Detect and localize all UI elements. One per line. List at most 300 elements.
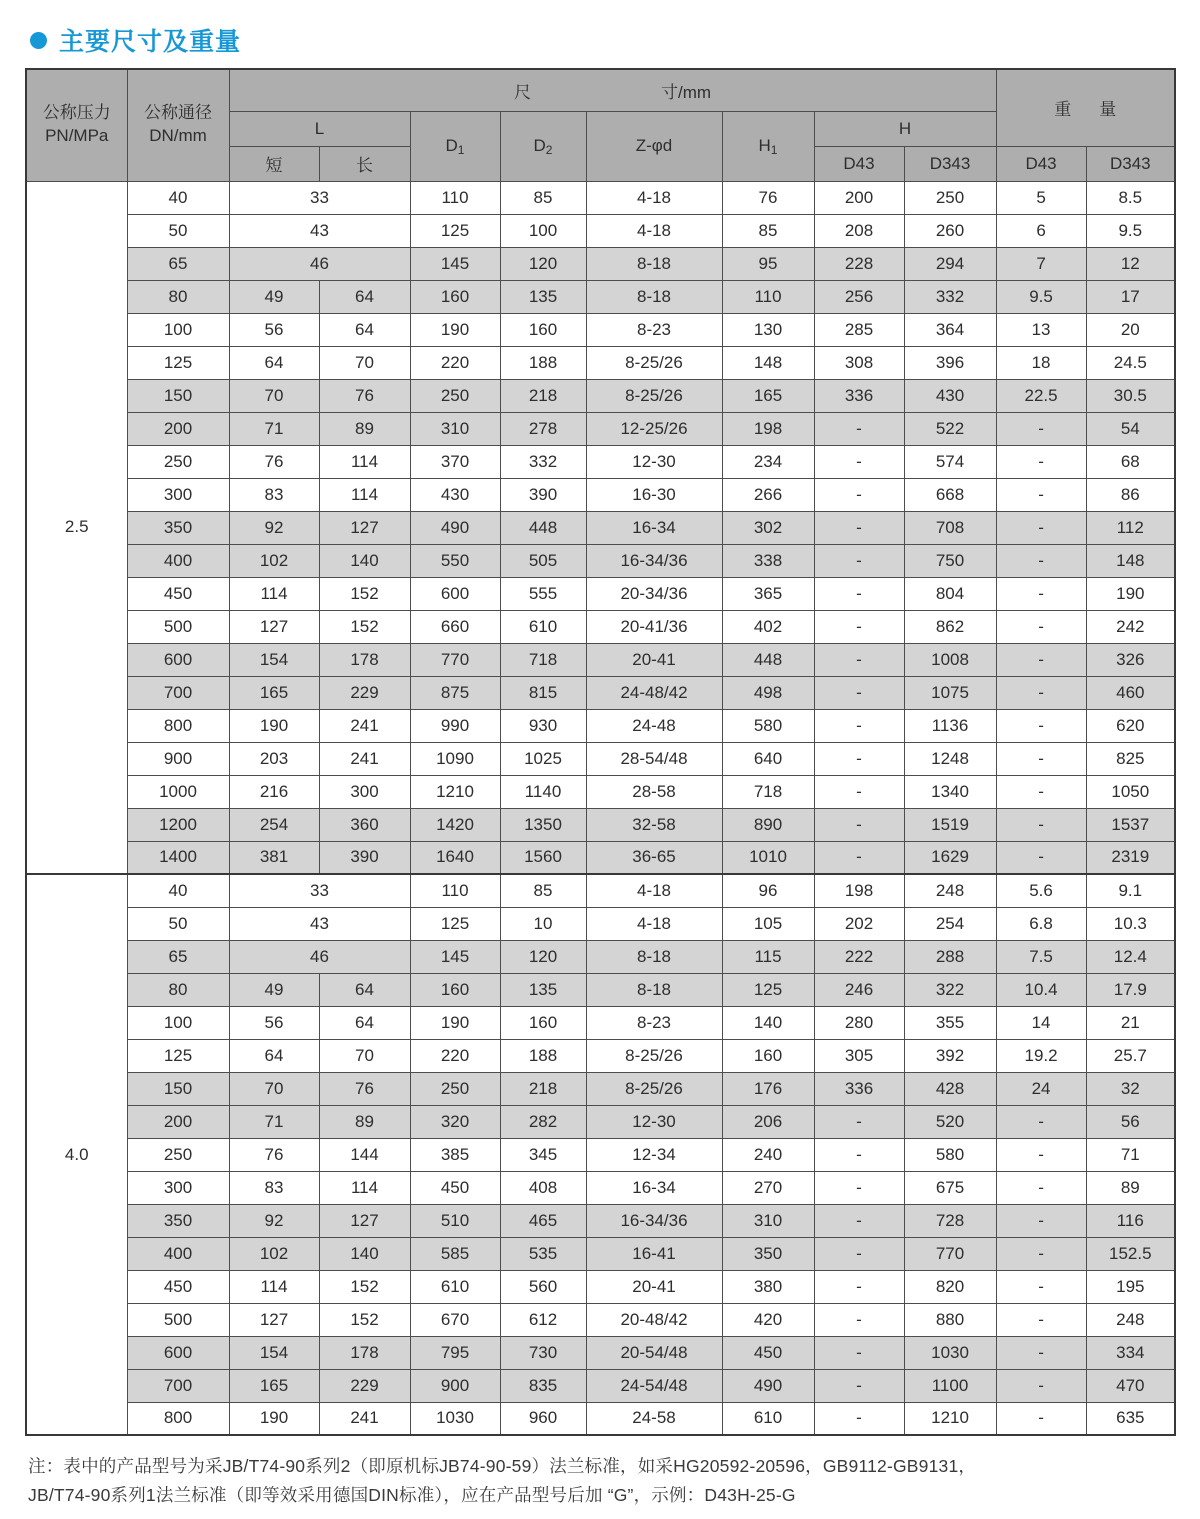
cell-l-short: 49 [229, 973, 319, 1006]
cell-d2: 160 [500, 1006, 586, 1039]
table-row [26, 709, 1175, 742]
cell-l-long: 114 [319, 445, 410, 478]
header-h-d343: D343 [904, 146, 996, 181]
cell-d2: 835 [500, 1369, 586, 1402]
cell-h-d343: 294 [904, 247, 996, 280]
cell-d2: 188 [500, 1039, 586, 1072]
cell-weight-d43: - [996, 1336, 1086, 1369]
cell-l-long: 114 [319, 478, 410, 511]
cell-weight-d343: 9.5 [1086, 214, 1175, 247]
header-dn-unit: DN/mm [149, 126, 207, 146]
cell-weight-d343: 56 [1086, 1105, 1175, 1138]
cell-weight-d343: 242 [1086, 610, 1175, 643]
cell-weight-d343: 71 [1086, 1138, 1175, 1171]
cell-h-d343: 580 [904, 1138, 996, 1171]
cell-z-phi-d: 28-54/48 [586, 742, 722, 775]
cell-l-merged: 43 [229, 907, 410, 940]
cell-dn: 300 [127, 1171, 229, 1204]
cell-dn: 100 [127, 1006, 229, 1039]
cell-z-phi-d: 8-25/26 [586, 1072, 722, 1105]
cell-d2: 555 [500, 577, 586, 610]
cell-weight-d43: - [996, 577, 1086, 610]
cell-d2: 218 [500, 1072, 586, 1105]
cell-weight-d43: - [996, 643, 1086, 676]
cell-h-d43: 308 [814, 346, 904, 379]
header-l: L [229, 111, 410, 146]
cell-d1: 190 [410, 1006, 500, 1039]
cell-weight-d43: - [996, 1402, 1086, 1435]
cell-h1: 160 [722, 1039, 814, 1072]
cell-l-short: 190 [229, 1402, 319, 1435]
cell-h-d43: 228 [814, 247, 904, 280]
cell-d1: 160 [410, 973, 500, 1006]
cell-weight-d43: 7.5 [996, 940, 1086, 973]
cell-dn: 1400 [127, 841, 229, 874]
cell-dn: 300 [127, 478, 229, 511]
cell-h-d343: 1210 [904, 1402, 996, 1435]
cell-weight-d343: 24.5 [1086, 346, 1175, 379]
cell-weight-d343: 1050 [1086, 775, 1175, 808]
cell-h1: 365 [722, 577, 814, 610]
cell-h1: 110 [722, 280, 814, 313]
cell-d1: 770 [410, 643, 500, 676]
cell-h-d43: 222 [814, 940, 904, 973]
table-row [26, 478, 1175, 511]
cell-d2: 282 [500, 1105, 586, 1138]
cell-h-d43: 336 [814, 379, 904, 412]
cell-dn: 65 [127, 940, 229, 973]
table-row [26, 841, 1175, 874]
cell-l-long: 64 [319, 313, 410, 346]
cell-l-short: 102 [229, 1237, 319, 1270]
table-row [26, 1237, 1175, 1270]
cell-h1: 718 [722, 775, 814, 808]
cell-h-d343: 1629 [904, 841, 996, 874]
cell-dn: 350 [127, 1204, 229, 1237]
cell-z-phi-d: 16-30 [586, 478, 722, 511]
cell-h-d343: 668 [904, 478, 996, 511]
cell-h-d343: 396 [904, 346, 996, 379]
table-row [26, 280, 1175, 313]
cell-h-d343: 862 [904, 610, 996, 643]
cell-l-short: 70 [229, 379, 319, 412]
table-row [26, 346, 1175, 379]
header-weight-group [996, 69, 1175, 146]
cell-dn: 200 [127, 412, 229, 445]
cell-z-phi-d: 4-18 [586, 181, 722, 214]
cell-h1: 490 [722, 1369, 814, 1402]
cell-dn: 150 [127, 1072, 229, 1105]
cell-d2: 612 [500, 1303, 586, 1336]
header-l-short: 短 [229, 146, 319, 181]
cell-h1: 580 [722, 709, 814, 742]
cell-d1: 430 [410, 478, 500, 511]
cell-l-long: 229 [319, 676, 410, 709]
cell-weight-d343: 635 [1086, 1402, 1175, 1435]
header-dim-right: 寸/mm [661, 82, 712, 102]
cell-h-d43: - [814, 841, 904, 874]
cell-d1: 490 [410, 511, 500, 544]
cell-d1: 450 [410, 1171, 500, 1204]
cell-weight-d343: 89 [1086, 1171, 1175, 1204]
cell-dn: 800 [127, 709, 229, 742]
cell-dn: 100 [127, 313, 229, 346]
cell-weight-d43: - [996, 808, 1086, 841]
cell-h-d43: - [814, 577, 904, 610]
cell-weight-d343: 8.5 [1086, 181, 1175, 214]
cell-weight-d43: - [996, 1303, 1086, 1336]
table-row [26, 247, 1175, 280]
header-h-d43: D43 [814, 146, 904, 181]
header-h: H [814, 111, 996, 146]
cell-d2: 332 [500, 445, 586, 478]
cell-d1: 250 [410, 379, 500, 412]
cell-dn: 500 [127, 1303, 229, 1336]
cell-l-long: 140 [319, 544, 410, 577]
cell-h-d343: 728 [904, 1204, 996, 1237]
cell-h-d43: - [814, 1237, 904, 1270]
cell-dn: 200 [127, 1105, 229, 1138]
table-row [26, 742, 1175, 775]
cell-h-d343: 430 [904, 379, 996, 412]
header-dn-cn: 公称通径 [144, 103, 212, 123]
cell-d2: 505 [500, 544, 586, 577]
cell-d1: 220 [410, 1039, 500, 1072]
cell-d2: 100 [500, 214, 586, 247]
table-row [26, 181, 1175, 214]
cell-z-phi-d: 8-25/26 [586, 346, 722, 379]
cell-h1: 640 [722, 742, 814, 775]
table-row [26, 214, 1175, 247]
cell-z-phi-d: 20-41 [586, 643, 722, 676]
cell-l-short: 165 [229, 676, 319, 709]
cell-z-phi-d: 8-18 [586, 973, 722, 1006]
cell-h-d43: 305 [814, 1039, 904, 1072]
cell-h-d343: 332 [904, 280, 996, 313]
cell-h-d343: 1075 [904, 676, 996, 709]
cell-l-short: 92 [229, 1204, 319, 1237]
cell-weight-d43: 14 [996, 1006, 1086, 1039]
cell-h-d343: 428 [904, 1072, 996, 1105]
cell-d2: 120 [500, 940, 586, 973]
cell-d2: 560 [500, 1270, 586, 1303]
cell-weight-d343: 10.3 [1086, 907, 1175, 940]
cell-h-d43: 280 [814, 1006, 904, 1039]
cell-d1: 145 [410, 940, 500, 973]
cell-d1: 510 [410, 1204, 500, 1237]
cell-h-d343: 250 [904, 181, 996, 214]
cell-h-d343: 1136 [904, 709, 996, 742]
cell-h1: 240 [722, 1138, 814, 1171]
cell-l-short: 83 [229, 478, 319, 511]
header-pressure [26, 69, 127, 181]
cell-l-merged: 43 [229, 214, 410, 247]
cell-h1: 1010 [722, 841, 814, 874]
cell-l-merged: 46 [229, 940, 410, 973]
cell-h1: 610 [722, 1402, 814, 1435]
cell-d2: 85 [500, 181, 586, 214]
cell-h-d343: 322 [904, 973, 996, 1006]
cell-dn: 450 [127, 1270, 229, 1303]
cell-d1: 370 [410, 445, 500, 478]
cell-l-short: 49 [229, 280, 319, 313]
cell-weight-d43: - [996, 1270, 1086, 1303]
cell-z-phi-d: 28-58 [586, 775, 722, 808]
cell-weight-d343: 1537 [1086, 808, 1175, 841]
cell-dn: 900 [127, 742, 229, 775]
table-row [26, 1303, 1175, 1336]
cell-h1: 338 [722, 544, 814, 577]
cell-h1: 450 [722, 1336, 814, 1369]
footnote-line-1: 注：表中的产品型号为采JB/T74-90系列2（即原机标JB74-90-59）法兰标准，如采HG20592-20596，GB9112-GB9131， [28, 1456, 977, 1476]
table-row [26, 610, 1175, 643]
cell-h-d43: 208 [814, 214, 904, 247]
cell-h1: 140 [722, 1006, 814, 1039]
cell-d2: 160 [500, 313, 586, 346]
cell-d2: 1350 [500, 808, 586, 841]
cell-d2: 535 [500, 1237, 586, 1270]
header-weight-d343: D343 [1086, 146, 1175, 181]
cell-l-long: 241 [319, 1402, 410, 1435]
cell-h-d43: - [814, 775, 904, 808]
cell-h-d343: 288 [904, 940, 996, 973]
cell-h-d343: 520 [904, 1105, 996, 1138]
table-row [26, 973, 1175, 1006]
cell-h-d343: 820 [904, 1270, 996, 1303]
cell-weight-d43: - [996, 478, 1086, 511]
page-title-text: 主要尺寸及重量 [59, 28, 242, 56]
cell-h-d43: 256 [814, 280, 904, 313]
cell-z-phi-d: 12-30 [586, 1105, 722, 1138]
cell-h-d343: 750 [904, 544, 996, 577]
cell-dn: 80 [127, 280, 229, 313]
cell-weight-d43: 18 [996, 346, 1086, 379]
cell-h-d43: - [814, 808, 904, 841]
cell-z-phi-d: 24-54/48 [586, 1369, 722, 1402]
cell-h-d43: - [814, 1369, 904, 1402]
table-row [26, 1138, 1175, 1171]
table-row [26, 379, 1175, 412]
cell-weight-d343: 326 [1086, 643, 1175, 676]
cell-weight-d43: 9.5 [996, 280, 1086, 313]
cell-weight-d43: - [996, 775, 1086, 808]
header-d1: $D_1$ [410, 111, 500, 181]
cell-h-d43: - [814, 1204, 904, 1237]
cell-d1: 160 [410, 280, 500, 313]
cell-weight-d43: 5.6 [996, 874, 1086, 907]
cell-l-short: 154 [229, 1336, 319, 1369]
cell-h-d43: - [814, 610, 904, 643]
cell-d2: 448 [500, 511, 586, 544]
header-weight-char2: 量 [1099, 100, 1117, 120]
cell-d1: 875 [410, 676, 500, 709]
table-row [26, 1072, 1175, 1105]
cell-weight-d343: 825 [1086, 742, 1175, 775]
cell-d2: 1025 [500, 742, 586, 775]
cell-d2: 135 [500, 973, 586, 1006]
cell-h-d43: 285 [814, 313, 904, 346]
cell-l-long: 152 [319, 1270, 410, 1303]
cell-h-d343: 364 [904, 313, 996, 346]
cell-d1: 900 [410, 1369, 500, 1402]
pressure-cell: 4.0 [26, 874, 127, 1435]
cell-dn: 600 [127, 1336, 229, 1369]
header-h1: $H_1$ [722, 111, 814, 181]
cell-h1: 165 [722, 379, 814, 412]
cell-h-d43: - [814, 1336, 904, 1369]
cell-d2: 10 [500, 907, 586, 940]
cell-z-phi-d: 36-65 [586, 841, 722, 874]
table-row [26, 577, 1175, 610]
cell-d2: 1560 [500, 841, 586, 874]
cell-h-d43: - [814, 1138, 904, 1171]
cell-l-merged: 33 [229, 874, 410, 907]
cell-weight-d43: 6 [996, 214, 1086, 247]
cell-dn: 125 [127, 1039, 229, 1072]
cell-h-d343: 804 [904, 577, 996, 610]
cell-weight-d43: - [996, 445, 1086, 478]
cell-z-phi-d: 8-18 [586, 247, 722, 280]
cell-weight-d343: 116 [1086, 1204, 1175, 1237]
cell-z-phi-d: 12-34 [586, 1138, 722, 1171]
cell-h1: 380 [722, 1270, 814, 1303]
cell-l-long: 76 [319, 379, 410, 412]
cell-dn: 40 [127, 181, 229, 214]
cell-l-short: 56 [229, 1006, 319, 1039]
cell-h-d343: 1008 [904, 643, 996, 676]
table-row [26, 1006, 1175, 1039]
cell-d2: 120 [500, 247, 586, 280]
header-dn [127, 69, 229, 181]
header-l-long: 长 [319, 146, 410, 181]
cell-l-short: 76 [229, 445, 319, 478]
cell-d1: 320 [410, 1105, 500, 1138]
cell-l-long: 360 [319, 808, 410, 841]
cell-l-long: 89 [319, 412, 410, 445]
header-d2: $D_2$ [500, 111, 586, 181]
bullet-icon [30, 32, 47, 49]
cell-l-short: 216 [229, 775, 319, 808]
cell-h-d43: - [814, 445, 904, 478]
cell-weight-d343: 334 [1086, 1336, 1175, 1369]
cell-d2: 465 [500, 1204, 586, 1237]
cell-weight-d343: 68 [1086, 445, 1175, 478]
cell-weight-d43: 10.4 [996, 973, 1086, 1006]
cell-h-d43: - [814, 1402, 904, 1435]
cell-weight-d43: 6.8 [996, 907, 1086, 940]
cell-z-phi-d: 4-18 [586, 214, 722, 247]
cell-l-long: 89 [319, 1105, 410, 1138]
cell-dn: 50 [127, 907, 229, 940]
cell-d2: 718 [500, 643, 586, 676]
cell-d1: 670 [410, 1303, 500, 1336]
table-row [26, 676, 1175, 709]
cell-z-phi-d: 16-34 [586, 1171, 722, 1204]
header-weight-char1: 重 [1054, 100, 1072, 120]
cell-d1: 110 [410, 874, 500, 907]
cell-h-d343: 254 [904, 907, 996, 940]
cell-l-long: 140 [319, 1237, 410, 1270]
table-row [26, 511, 1175, 544]
cell-h-d343: 574 [904, 445, 996, 478]
cell-dn: 350 [127, 511, 229, 544]
cell-dn: 700 [127, 1369, 229, 1402]
cell-h1: 310 [722, 1204, 814, 1237]
cell-weight-d43: 7 [996, 247, 1086, 280]
cell-d2: 1140 [500, 775, 586, 808]
cell-h-d43: - [814, 742, 904, 775]
cell-weight-d43: 19.2 [996, 1039, 1086, 1072]
cell-dn: 500 [127, 610, 229, 643]
cell-z-phi-d: 4-18 [586, 874, 722, 907]
cell-h-d43: - [814, 478, 904, 511]
cell-l-short: 102 [229, 544, 319, 577]
cell-l-long: 229 [319, 1369, 410, 1402]
cell-d1: 990 [410, 709, 500, 742]
cell-l-long: 178 [319, 643, 410, 676]
cell-z-phi-d: 8-23 [586, 313, 722, 346]
cell-weight-d343: 86 [1086, 478, 1175, 511]
cell-h-d43: - [814, 1270, 904, 1303]
cell-weight-d43: - [996, 742, 1086, 775]
table-row [26, 445, 1175, 478]
cell-l-merged: 46 [229, 247, 410, 280]
cell-d1: 1210 [410, 775, 500, 808]
cell-l-long: 70 [319, 346, 410, 379]
cell-l-short: 381 [229, 841, 319, 874]
cell-weight-d343: 2319 [1086, 841, 1175, 874]
cell-weight-d43: - [996, 709, 1086, 742]
cell-h-d343: 708 [904, 511, 996, 544]
cell-d1: 385 [410, 1138, 500, 1171]
cell-l-short: 203 [229, 742, 319, 775]
cell-dn: 1000 [127, 775, 229, 808]
cell-dn: 400 [127, 544, 229, 577]
cell-d2: 730 [500, 1336, 586, 1369]
table-row [26, 775, 1175, 808]
cell-weight-d343: 20 [1086, 313, 1175, 346]
table-row [26, 643, 1175, 676]
pressure-cell: 2.5 [26, 181, 127, 874]
cell-d1: 1030 [410, 1402, 500, 1435]
cell-z-phi-d: 24-58 [586, 1402, 722, 1435]
cell-h-d43: - [814, 1303, 904, 1336]
cell-z-phi-d: 16-41 [586, 1237, 722, 1270]
cell-z-phi-d: 16-34 [586, 511, 722, 544]
cell-h-d343: 1248 [904, 742, 996, 775]
cell-l-long: 300 [319, 775, 410, 808]
cell-h-d343: 1340 [904, 775, 996, 808]
cell-l-short: 71 [229, 1105, 319, 1138]
cell-l-short: 71 [229, 412, 319, 445]
cell-d1: 220 [410, 346, 500, 379]
cell-d1: 660 [410, 610, 500, 643]
cell-d2: 278 [500, 412, 586, 445]
cell-l-long: 241 [319, 742, 410, 775]
table-row [26, 874, 1175, 907]
header-weight-d43: D43 [996, 146, 1086, 181]
cell-h-d43: 198 [814, 874, 904, 907]
cell-d1: 1640 [410, 841, 500, 874]
cell-weight-d43: - [996, 676, 1086, 709]
cell-l-merged: 33 [229, 181, 410, 214]
cell-l-long: 76 [319, 1072, 410, 1105]
cell-h1: 176 [722, 1072, 814, 1105]
cell-z-phi-d: 20-48/42 [586, 1303, 722, 1336]
table-row [26, 1039, 1175, 1072]
cell-d2: 815 [500, 676, 586, 709]
cell-z-phi-d: 32-58 [586, 808, 722, 841]
